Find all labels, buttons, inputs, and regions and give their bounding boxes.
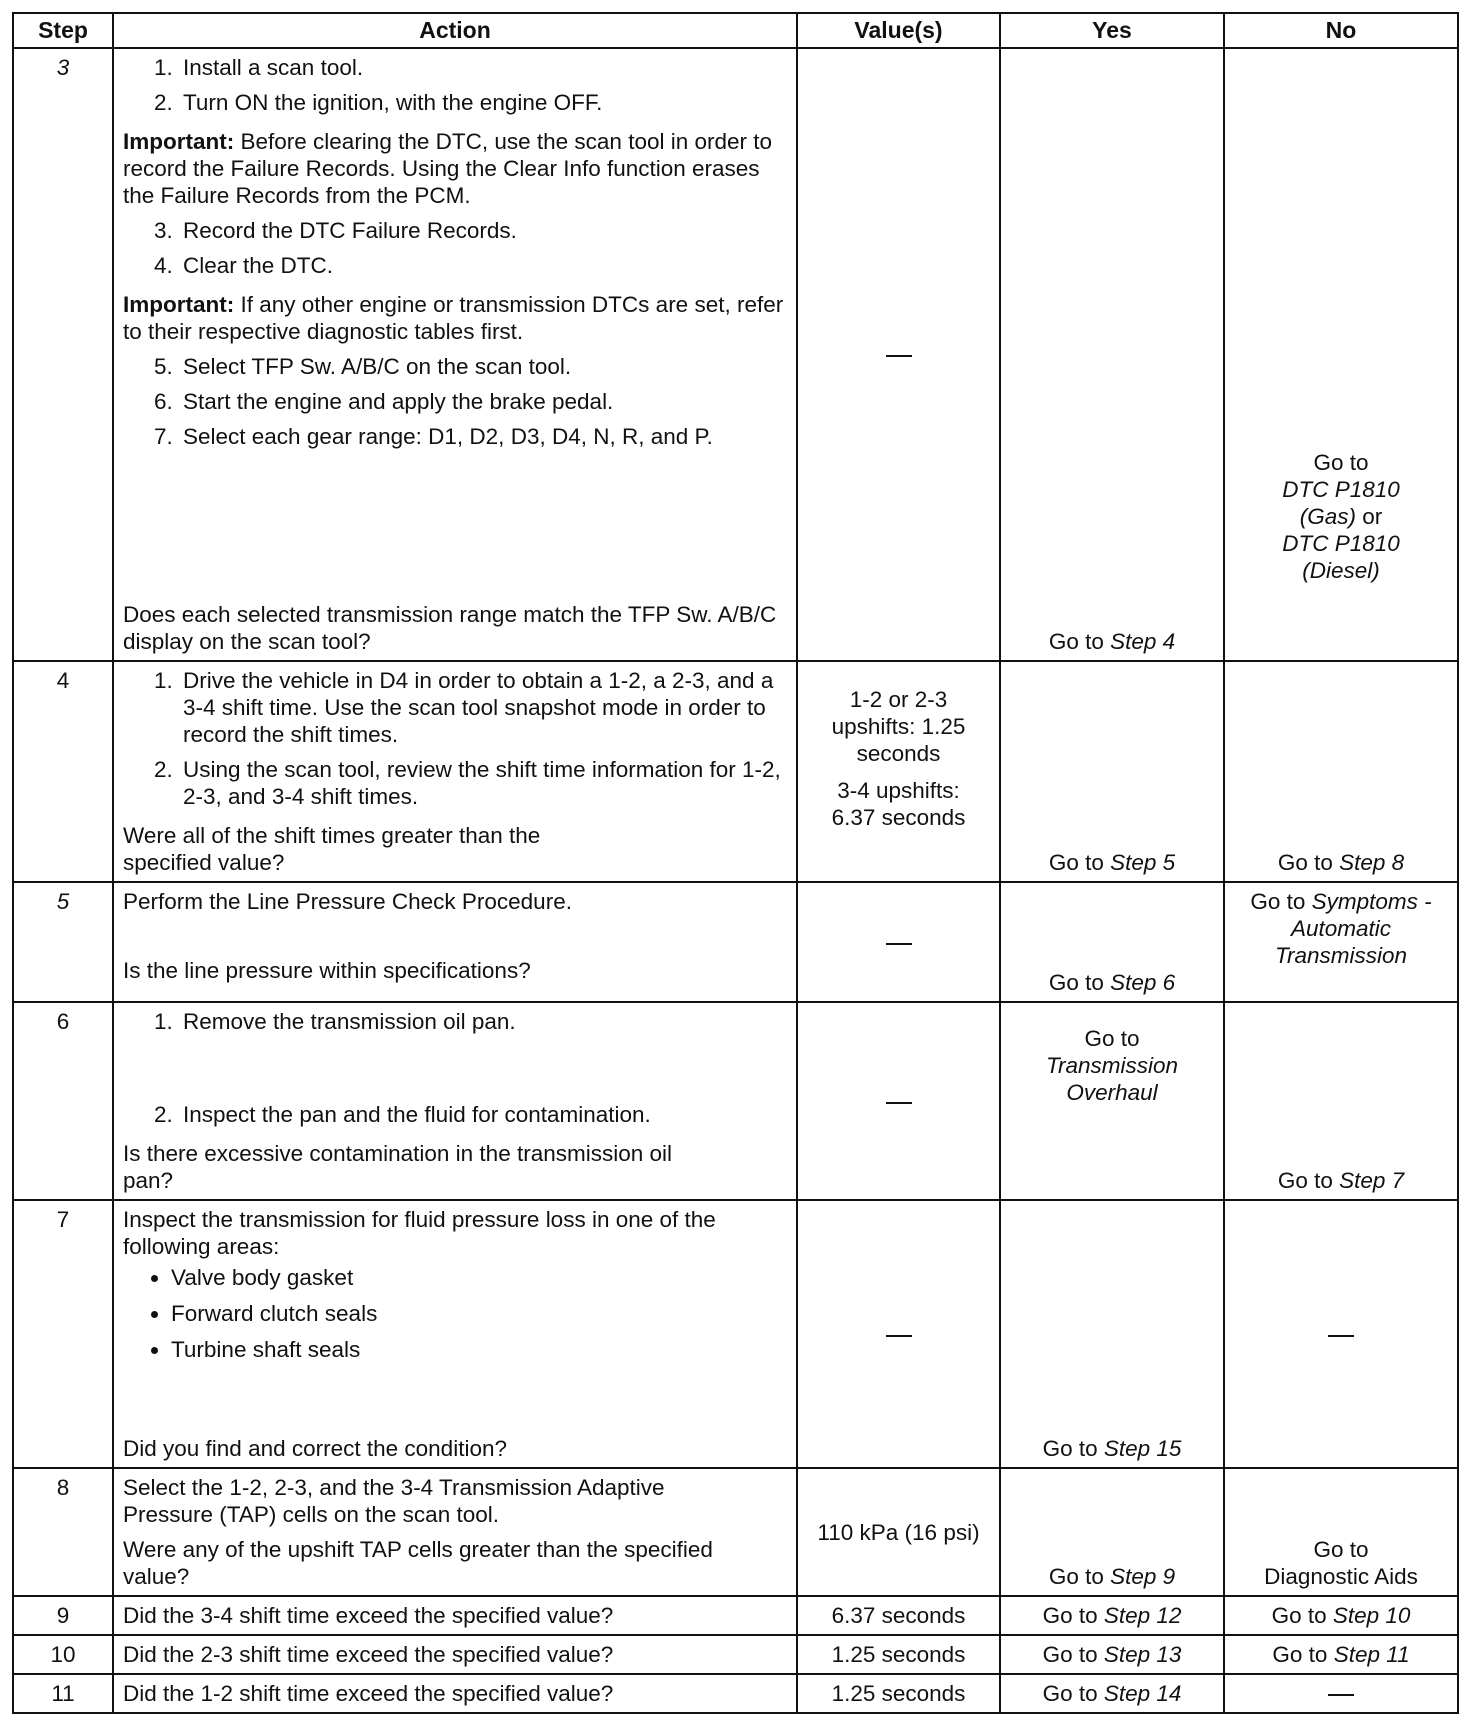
header-values: Value(s) [797, 13, 1000, 48]
value-cell [797, 1200, 1000, 1468]
important-note [123, 291, 787, 345]
list-item: • Turbine shaft seals [171, 1336, 787, 1363]
table-row-step-11 [13, 1674, 1458, 1713]
yes-cell [1000, 1002, 1224, 1200]
question: Does each selected transmission range match the TFP Sw. A/B/C display on the scan tool? [123, 602, 777, 654]
header-step: Step [13, 13, 113, 48]
yes-cell [1000, 1596, 1224, 1635]
goto-label: Go to [1048, 850, 1104, 875]
header-action: Action [113, 13, 797, 48]
step-link[interactable]: Step 9 [1110, 1564, 1176, 1589]
dash [886, 355, 912, 357]
important-label: Important: [123, 129, 235, 154]
action-list [123, 1101, 787, 1136]
question: Were all of the shift times greater than the specified value? [123, 823, 541, 875]
question: Did the 1-2 shift time exceed the specified value? [113, 1674, 797, 1713]
value-cell [797, 661, 1000, 882]
header-no: No [1224, 13, 1458, 48]
symptoms-link[interactable]: Symptoms - Automatic Transmission [1274, 889, 1432, 968]
action-item: 4. Clear the DTC. [179, 252, 787, 279]
action-list [123, 1008, 787, 1043]
table-row-step-6 [13, 1002, 1458, 1200]
yes-cell [1000, 661, 1224, 882]
action-item: 1. Drive the vehicle in D4 in order to obtain a 1-2, a 2-3, and a 3-4 shift time. Use the scan tool snapshot mode in order to record the shift times. [179, 667, 787, 748]
value-cell: 1.25 seconds [797, 1674, 1000, 1713]
question: Is there excessive contamination in the transmission oil pan? [123, 1141, 673, 1193]
dtc-variant: (Diesel) [1302, 558, 1380, 583]
action-text: Inspect the transmission for fluid pressure loss in one of the following areas: [123, 1207, 716, 1259]
step-link[interactable]: Step 12 [1103, 1603, 1182, 1628]
goto-label: Go to [1048, 970, 1104, 995]
value-cell [797, 1468, 1000, 1596]
action-list [123, 667, 787, 818]
action-cell [113, 1002, 797, 1200]
no-cell [1224, 1468, 1458, 1596]
step-link[interactable]: Step 6 [1110, 970, 1176, 995]
action-item: 6. Start the engine and apply the brake pedal. [179, 388, 787, 415]
step-link[interactable]: Step 5 [1110, 850, 1176, 875]
goto-label: Go to [1313, 450, 1369, 475]
value-cell: 1.25 seconds [797, 1635, 1000, 1674]
no-cell [1224, 1002, 1458, 1200]
list-item: • Valve body gasket [171, 1264, 787, 1291]
step-link[interactable]: Step 15 [1103, 1436, 1182, 1461]
value-cell [797, 48, 1000, 661]
no-cell [1224, 661, 1458, 882]
action-list [123, 217, 787, 287]
diagnostic-aids-link[interactable]: Diagnostic Aids [1264, 1564, 1418, 1589]
table-row-step-7 [13, 1200, 1458, 1468]
value-text: 110 kPa (16 psi) [817, 1519, 980, 1545]
yes-cell [1000, 1635, 1224, 1674]
action-item: 2. Turn ON the ignition, with the engine OFF. [179, 89, 787, 116]
step-link[interactable]: Step 11 [1333, 1642, 1410, 1667]
value-text: 1-2 or 2-3 upshifts: 1.25 seconds [831, 687, 966, 766]
overhaul-link[interactable]: Transmission Overhaul [1045, 1053, 1179, 1105]
yes-cell [1000, 882, 1224, 1002]
goto-label: Go to [1048, 629, 1104, 654]
step-link[interactable]: Step 13 [1103, 1642, 1182, 1667]
question: Did the 3-4 shift time exceed the specified value? [113, 1596, 797, 1635]
step-link[interactable]: Step 10 [1332, 1603, 1411, 1628]
table-row-step-5 [13, 882, 1458, 1002]
step-number: 3 [13, 48, 113, 661]
goto-label: Go to [1042, 1603, 1098, 1628]
yes-cell [1000, 1674, 1224, 1713]
table-row-step-3 [13, 48, 1458, 661]
dtc-link[interactable]: DTC P1810 [1282, 531, 1400, 556]
action-item: 1. Remove the transmission oil pan. [179, 1008, 787, 1035]
action-cell [113, 1468, 797, 1596]
step-number: 11 [13, 1674, 113, 1713]
dash [886, 1102, 912, 1104]
table-row-step-4 [13, 661, 1458, 882]
step-link[interactable]: Step 7 [1339, 1168, 1405, 1193]
step-number: 5 [13, 882, 113, 1002]
goto-label: Go to [1250, 889, 1306, 914]
step-number: 10 [13, 1635, 113, 1674]
important-text: If any other engine or transmission DTCs are set, refer to their respective diagnostic tables first. [123, 292, 784, 344]
step-number: 7 [13, 1200, 113, 1468]
table-row-step-10 [13, 1635, 1458, 1674]
no-cell [1224, 1200, 1458, 1468]
action-item: 1. Install a scan tool. [179, 54, 787, 81]
dtc-variant: (Gas) [1299, 504, 1356, 529]
goto-label: Go to [1084, 1026, 1140, 1051]
dash [1328, 1694, 1354, 1696]
action-list [123, 54, 787, 124]
action-item: 2. Using the scan tool, review the shift time information for 1-2, 2-3, and 3-4 shift times. [179, 756, 787, 810]
action-cell [113, 882, 797, 1002]
action-item: 5. Select TFP Sw. A/B/C on the scan tool. [179, 353, 787, 380]
goto-label: Go to [1277, 1168, 1333, 1193]
action-cell [113, 661, 797, 882]
dash [886, 1335, 912, 1337]
goto-label: Go to [1042, 1436, 1098, 1461]
step-number: 9 [13, 1596, 113, 1635]
goto-label: Go to [1313, 1537, 1369, 1562]
list-item: • Forward clutch seals [171, 1300, 787, 1327]
value-cell: 6.37 seconds [797, 1596, 1000, 1635]
question: Did the 2-3 shift time exceed the specified value? [113, 1635, 797, 1674]
step-number: 6 [13, 1002, 113, 1200]
header-yes: Yes [1000, 13, 1224, 48]
action-item: 2. Inspect the pan and the fluid for contamination. [179, 1101, 787, 1128]
yes-cell [1000, 1468, 1224, 1596]
table-row-step-9 [13, 1596, 1458, 1635]
value-text: 3-4 upshifts: 6.37 seconds [831, 778, 966, 830]
action-text: Select the 1-2, 2-3, and the 3-4 Transmission Adaptive Pressure (TAP) cells on the scan tool. [123, 1475, 665, 1527]
step-number: 4 [13, 661, 113, 882]
important-note [123, 128, 787, 209]
step-link[interactable]: Step 14 [1103, 1681, 1182, 1706]
action-list [123, 353, 787, 458]
important-text: Before clearing the DTC, use the scan tool in order to record the Failure Records. Using the Clear Info function erases the Failure Records from the PCM. [123, 129, 773, 208]
goto-label: Go to [1042, 1681, 1098, 1706]
action-cell [113, 1200, 797, 1468]
diagnostic-table [12, 12, 1459, 1714]
question: Were any of the upshift TAP cells greater than the specified value? [123, 1537, 713, 1589]
header-row [13, 13, 1458, 48]
dash [1328, 1335, 1354, 1337]
question: Did you find and correct the condition? [123, 1436, 507, 1461]
important-label: Important: [123, 292, 235, 317]
action-text: Perform the Line Pressure Check Procedure. [123, 889, 572, 914]
area-list [123, 1264, 787, 1372]
no-cell [1224, 1674, 1458, 1713]
or-text: or [1355, 504, 1383, 529]
table-row-step-8 [13, 1468, 1458, 1596]
no-cell [1224, 48, 1458, 661]
dash [886, 943, 912, 945]
goto-label: Go to [1048, 1564, 1104, 1589]
dtc-link[interactable]: DTC P1810 [1282, 477, 1400, 502]
goto-label: Go to [1271, 1603, 1327, 1628]
yes-cell [1000, 1200, 1224, 1468]
value-cell [797, 882, 1000, 1002]
action-item: 3. Record the DTC Failure Records. [179, 217, 787, 244]
goto-label: Go to [1277, 850, 1333, 875]
step-link[interactable]: Step 8 [1339, 850, 1405, 875]
question: Is the line pressure within specifications? [123, 958, 531, 983]
step-link[interactable]: Step 4 [1110, 629, 1176, 654]
step-number: 8 [13, 1468, 113, 1596]
goto-label: Go to [1042, 1642, 1098, 1667]
action-item: 7. Select each gear range: D1, D2, D3, D4, N, R, and P. [179, 423, 787, 450]
value-cell [797, 1002, 1000, 1200]
goto-label: Go to [1272, 1642, 1328, 1667]
no-cell [1224, 1635, 1458, 1674]
action-cell [113, 48, 797, 661]
yes-cell [1000, 48, 1224, 661]
no-cell [1224, 882, 1458, 1002]
no-cell [1224, 1596, 1458, 1635]
